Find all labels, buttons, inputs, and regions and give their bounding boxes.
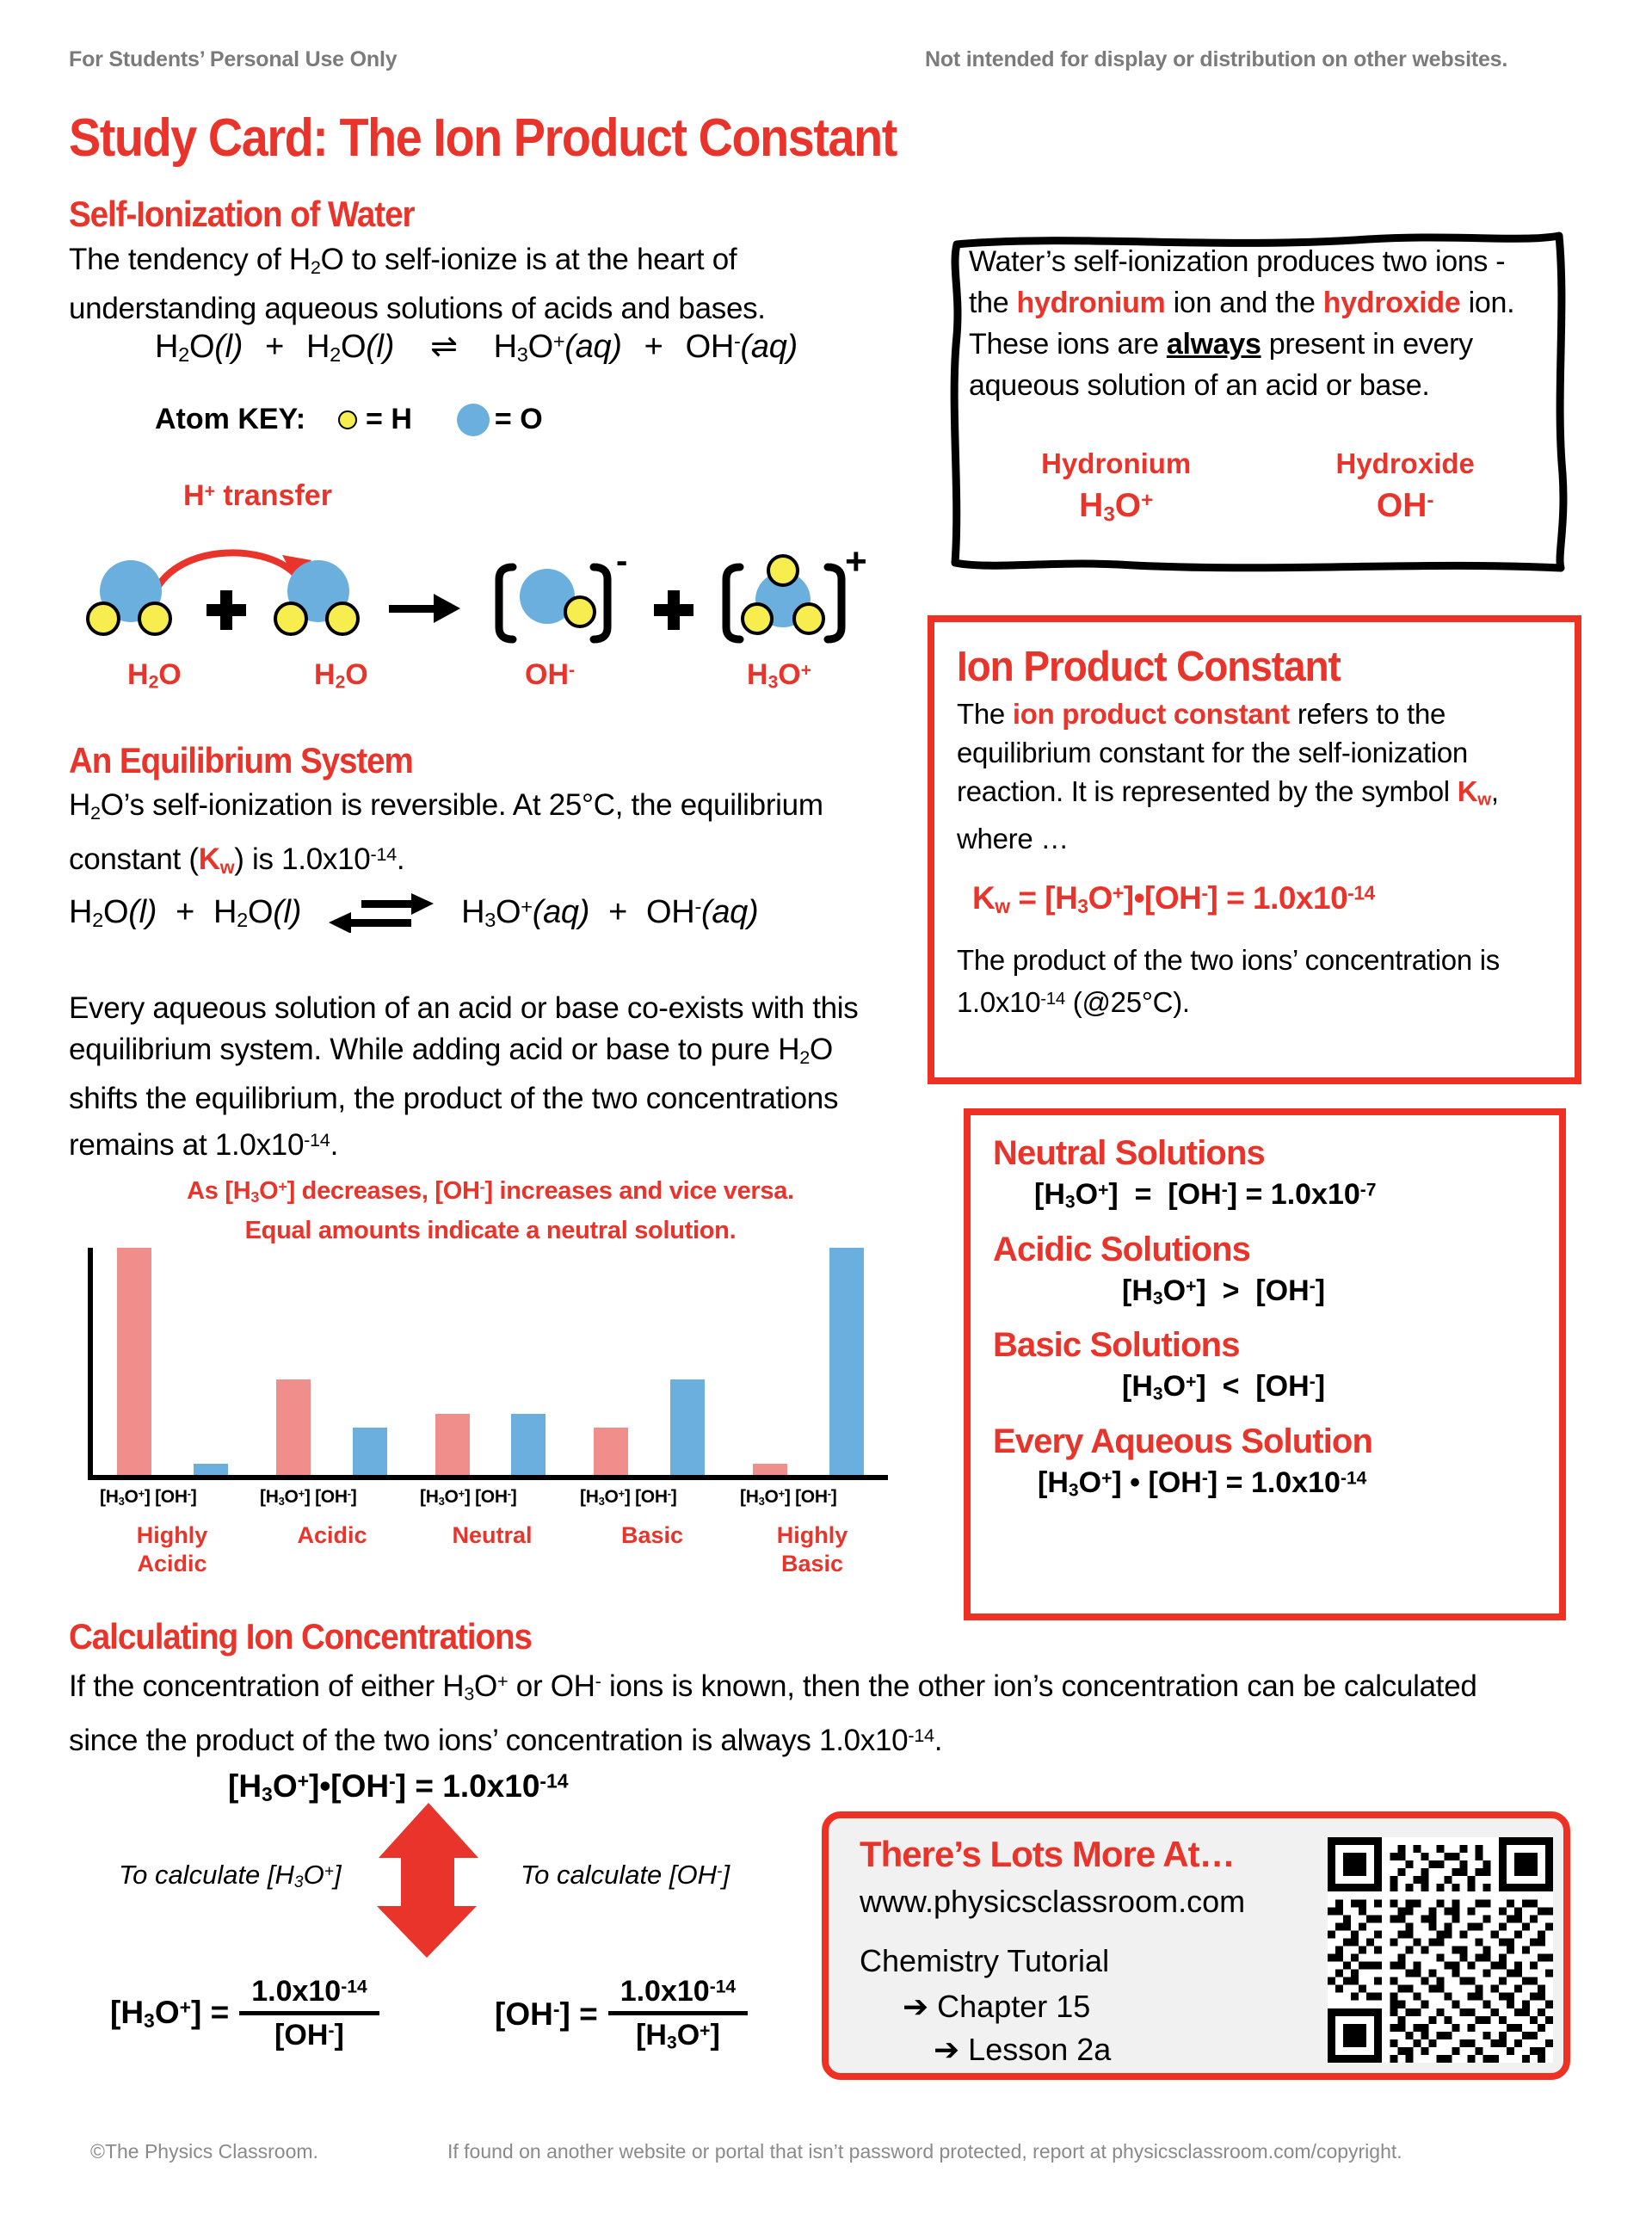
- callout-ion-row: [969, 447, 1547, 527]
- neutral-solutions-heading: Neutral Solutions: [993, 1134, 1265, 1172]
- bar-h3o-highly-basic: [753, 1464, 787, 1475]
- reaction-arrow-icon: [389, 594, 460, 623]
- solution-group-basic: [993, 1326, 1537, 1405]
- calculating-paragraph: If the concentration of either $H_3O^+$ or OH- ions is known, then the other ion’s concentration can be calculated since the product of the two ions’ concentration is always $1.0x10^{-14}$.: [69, 1669, 1477, 1757]
- acidic-solutions-heading: Acidic Solutions: [993, 1230, 1250, 1268]
- hydronium-formula: $H_3O^+$: [1079, 487, 1154, 527]
- hydroxide-ion-diagram: [499, 542, 627, 639]
- svg-text:+: +: [845, 540, 867, 583]
- promo-tutorial: Chemistry Tutorial: [860, 1943, 1110, 1978]
- bar-oh-basic: [670, 1379, 705, 1475]
- molecule-label-h2o-2: $H_2O$: [314, 658, 368, 693]
- molecular-diagram: [69, 529, 895, 650]
- section-heading-calculating: Calculating Ion Concentrations: [69, 1616, 532, 1657]
- equilibrium-paragraph: $H_2O’s$ self-ionization is reversible. At 25°C, the equilibrium constant $(K_w)$ is $1.0x10^{-14}$.: [69, 788, 823, 878]
- bar-oh-highly-basic: [829, 1248, 864, 1475]
- h3o-formula-denominator: [OH-]: [239, 2011, 379, 2052]
- h3o-formula: [110, 1975, 379, 2052]
- basic-solutions-expression: $[H_3O^+] < [OH^-]$: [1122, 1370, 1326, 1404]
- promo-chapter[interactable]: ➔ Chapter 15: [903, 1989, 1091, 2024]
- bar-h3o-acidic: [276, 1379, 311, 1475]
- molecule-label-h2o-1: $H_2O$: [127, 658, 182, 693]
- h-transfer-label: H+ transfer: [183, 479, 332, 512]
- promo-title: There’s Lots More At…: [860, 1834, 1235, 1874]
- atom-key-hydrogen-label: = H: [366, 403, 412, 435]
- molecule-label-oh: OH-: [525, 658, 576, 691]
- h3o-formula-lhs: $[H_3O^+]$ =: [110, 1994, 230, 2033]
- solution-group-every-aqueous: [993, 1422, 1537, 1502]
- water-molecule-1: [88, 560, 170, 634]
- chart-bars: [93, 1248, 888, 1475]
- every-aqueous-expression: $[H_3O^+]$ • $[OH^-] = 1.0x10^{-14}$: [1038, 1465, 1367, 1501]
- hydroxide-name: Hydroxide: [1335, 447, 1475, 479]
- qr-code-icon[interactable]: [1328, 1837, 1553, 2063]
- atom-key-label: Atom KEY:: [155, 403, 306, 435]
- self-ionization-paragraph: The tendency of $H_2O$ to self-ionize is at the heart of understanding aqueous solutions of acids and bases.: [69, 243, 766, 325]
- promo-box[interactable]: [822, 1811, 1570, 2080]
- solution-types-box: [964, 1108, 1566, 1620]
- solution-group-neutral: [993, 1134, 1537, 1213]
- ion-product-constant-box: [928, 615, 1581, 1084]
- bar-oh-neutral: [511, 1414, 546, 1475]
- distribution-note: Not intended for display or distribution on other websites.: [925, 47, 1508, 71]
- hydroxide-formula: OH-: [1376, 487, 1434, 524]
- equilibrium-paragraph-2: Every aqueous solution of an acid or base co-exists with this equilibrium system. While adding acid or base to pure $H_2O$ shifts the equilibrium, the product of the two concentrations remains at $1.0x10^{-14}$.: [69, 991, 859, 1162]
- ipc-body: The ion product constant refers to the equilibrium constant for the self-ionization reaction. It is represented by the symbol $K_w$, where …: [957, 698, 1499, 855]
- master-equation: $[H_3O^+]•[OH^-] = 1.0x10^{-14}$: [228, 1768, 569, 1806]
- personal-use-note: For Students’ Personal Use Only: [69, 47, 398, 71]
- chart-plot-area: [88, 1248, 888, 1480]
- neutral-solutions-expression: $[H_3O^+] = [OH^-] = 1.0x10^{-7}$: [1034, 1178, 1377, 1212]
- bar-h3o-neutral: [435, 1414, 470, 1475]
- equilibrium-arrow-icon: [317, 893, 446, 933]
- oh-formula: [495, 1975, 748, 2054]
- oxygen-atom-icon: [457, 404, 490, 436]
- atom-key: [155, 403, 543, 436]
- oh-formula-numerator: $1.0x10^{-14}$: [620, 1975, 737, 2008]
- category-basic: Basic: [620, 1522, 684, 1548]
- basic-solutions-heading: Basic Solutions: [993, 1326, 1240, 1365]
- h-transfer-arrow: [153, 552, 295, 596]
- solution-group-acidic: [993, 1231, 1537, 1310]
- tick-h3o-2: $[H_3O^+]$ [OH-]: [260, 1487, 357, 1508]
- ipc-footer: The product of the two ions’ concentration is $1.0x10^{-14}$ (@25°C).: [957, 943, 1500, 1018]
- section-heading-self-ionization: Self-Ionization of Water: [69, 194, 415, 234]
- plus-sign-2: [654, 590, 693, 630]
- tick-h3o-1: $[H_3O^+]$ [OH-]: [100, 1487, 197, 1508]
- tick-h3o-5: $[H_3O^+]$ [OH-]: [740, 1487, 837, 1508]
- acidic-solutions-expression: $[H_3O^+] > [OH^-]$: [1122, 1274, 1326, 1309]
- bar-oh-acidic: [353, 1428, 387, 1475]
- ipc-formula: $K_w$ = $[H_3O^+]•[OH^-] = 1.0x10^{-14}$: [972, 879, 1375, 917]
- footer-copyright: ©The Physics Classroom.: [90, 2140, 318, 2163]
- molecule-label-h3o: $H_3O^+$: [747, 658, 812, 693]
- atom-key-oxygen-label: = O: [494, 403, 543, 435]
- chart-x-axis: [88, 1475, 888, 1480]
- oh-formula-lhs: [OH-] =: [495, 1996, 598, 2032]
- bar-h3o-basic: [594, 1428, 628, 1475]
- every-aqueous-heading: Every Aqueous Solution: [993, 1422, 1373, 1460]
- category-acidic: Acidic: [297, 1522, 367, 1548]
- molecule-labels: [69, 658, 895, 696]
- h3o-formula-numerator: $1.0x10^{-14}$: [251, 1975, 367, 2008]
- to-calculate-oh-label: To calculate [OH-]: [521, 1860, 730, 1890]
- promo-lesson[interactable]: ➔ Lesson 2a: [934, 2032, 1112, 2067]
- equilibrium-equation: $H_2O(l) + H_2O(l)$ $H_3O^+(aq) + OH^-(aq)$: [69, 893, 758, 933]
- water-ions-callout: [938, 215, 1579, 585]
- plus-sign-1: [206, 590, 246, 630]
- footer-notice: If found on another website or portal that isn’t password protected, report at physicsclassroom.com/copyright.: [447, 2140, 1402, 2163]
- split-arrow-icon: [284, 1803, 576, 1962]
- hydronium-ion-diagram: [726, 540, 867, 639]
- to-calculate-h3o-label: To calculate $[H_3O^+]$: [119, 1860, 342, 1892]
- section-heading-equilibrium: An Equilibrium System: [69, 740, 413, 780]
- category-highly-acidic: Highly Acidic: [136, 1522, 208, 1576]
- ipc-title: Ion Product Constant: [957, 644, 1341, 690]
- hydrogen-atom-icon: [338, 410, 357, 429]
- bar-oh-highly-acidic: [194, 1464, 228, 1475]
- bar-h3o-highly-acidic: [117, 1248, 151, 1475]
- callout-text: Water’s self-ionization produces two ions - the hydronium ion and the hydroxide ion. These ions are always present in every aqueous solution of an acid or base.: [969, 245, 1515, 402]
- self-ionization-equation: $H_2O(l) + H_2O(l)$ ⇌ $H_3O^+(aq) + OH^-(aq)$: [155, 329, 798, 367]
- page-title: Study Card: The Ion Product Constant: [69, 108, 897, 168]
- hydronium-name: Hydronium: [1041, 447, 1192, 479]
- oh-formula-denominator: $[H_3O^+]$: [608, 2011, 748, 2054]
- category-neutral: Neutral: [452, 1522, 533, 1548]
- category-highly-basic: Highly Basic: [776, 1522, 848, 1576]
- chart-x-tick-labels: [88, 1487, 888, 1521]
- tick-h3o-4: $[H_3O^+]$ [OH-]: [580, 1487, 677, 1508]
- callout-ion-hydroxide: [1336, 447, 1475, 527]
- tick-h3o-3: $[H_3O^+]$ [OH-]: [420, 1487, 517, 1508]
- chart-title: As $[H_3O^+]$ decreases, [OH-] increases and vice versa. Equal amounts indicate a neutral solution.: [187, 1177, 794, 1245]
- promo-url[interactable]: www.physicsclassroom.com: [860, 1884, 1246, 1919]
- ion-concentration-chart: [77, 1170, 903, 1592]
- callout-ion-hydronium: [1041, 447, 1191, 527]
- svg-text:-: -: [616, 542, 628, 580]
